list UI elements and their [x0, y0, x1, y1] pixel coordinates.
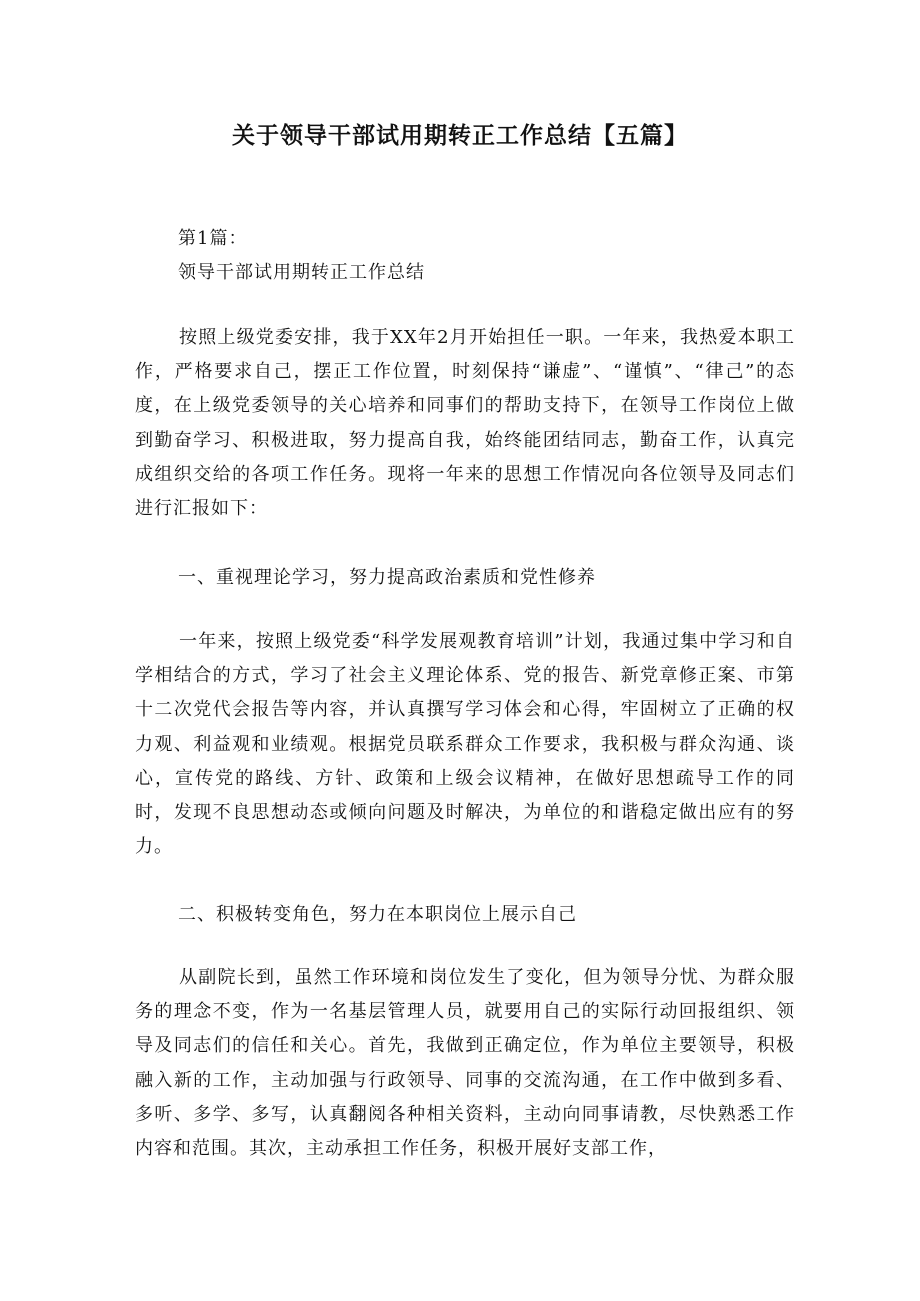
document-title: 关于领导干部试用期转正工作总结【五篇】	[232, 123, 688, 149]
document-subtitle: 领导干部试用期转正工作总结	[178, 262, 425, 283]
paragraph-intro: 按照上级党委安排，我于XX年2月开始担任一职。一年来，我热爱本职工作，严格要求自己，摆正工作位置，时刻保持“谦虚”、“谨慎”、“律己”的态度，在上级党委领导的关心培养和同事们的帮助支持下，在领导工作岗位上做到勤奋学习、积极进取，努力提高自我，始终能团结同志，勤奋工作，认真完成组织交给的各项工作任务。现将一年来的思想工作情况向各位领导及同志们进行汇报如下：	[135, 327, 795, 520]
paragraph-section-2: 从副院长到，虽然工作环境和岗位发生了变化，但为领导分忧、为群众服务的理念不变，作为一名基层管理人员，就要用自己的实际行动回报组织、领导及同志们的信任和关心。首先，我做到正确定位，作为单位主要领导，积极融入新的工作，主动加强与行政领导、同事的交流沟通，在工作中做到多看、多听、多学、多写，认真翻阅各种相关资料，主动向同事请教，尽快熟悉工作内容和范围。其次，主动承担工作任务，积极开展好支部工作，	[135, 967, 795, 1160]
part-label: 第1篇：	[178, 228, 248, 249]
section-heading-2: 二、积极转变角色，努力在本职岗位上展示自己	[178, 904, 577, 925]
section-heading-1: 一、重视理论学习，努力提高政治素质和党性修养	[178, 567, 596, 588]
paragraph-section-1: 一年来，按照上级党委“科学发展观教育培训”计划，我通过集中学习和自学相结合的方式，学习了社会主义理论体系、党的报告、新党章修正案、市第十二次党代会报告等内容，并认真撰写学习体会和心得，牢固树立了正确的权力观、利益观和业绩观。根据党员联系群众工作要求，我积极与群众沟通、谈心，宣传党的路线、方针、政策和上级会议精神，在做好思想疏导工作的同时，发现不良思想动态或倾向问题及时解决，为单位的和谐稳定做出应有的努力。	[135, 631, 795, 858]
